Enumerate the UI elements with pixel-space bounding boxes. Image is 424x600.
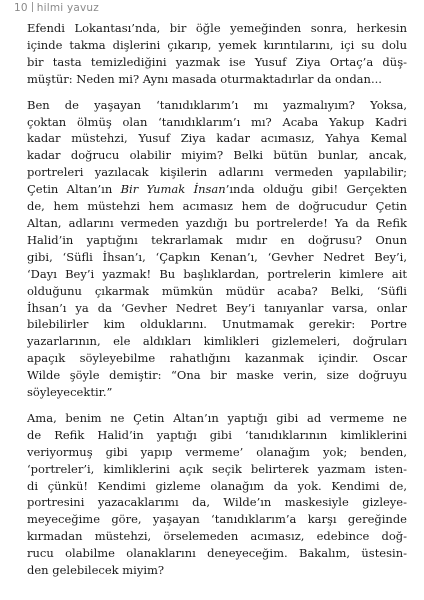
text-line: kırmadan müstehzi, örselemeden acımasız, edebince doğ- [27, 529, 407, 544]
running-header [14, 2, 99, 14]
text-line: apaçık söyleyebilme rahatlığını kazanmak içindir. Oscar [27, 351, 407, 366]
text-line: İhsan’ı ya da ‘Gevher Nedret Bey’i tanıyanlar varsa, onlar [27, 300, 407, 315]
text-line: Ama, benim ne Çetin Altan’ın yaptığı gibi ad vermeme ne [27, 410, 407, 425]
text-line: kadar doğrucu olabilir miyim? Belki bütün bunlar, ancak, [27, 148, 407, 163]
text-line: rucu olabilme olanaklarını deneyeceğim. Bakalım, üstesin- [27, 546, 407, 561]
page-number: 10 [14, 2, 28, 14]
text-line: Ben de yaşayan ‘tanıdıklarım’ı mı yazmalıyım? Yoksa, [27, 97, 407, 112]
text-line: ‘portreler’i, kimliklerini açık seçik belirterek yazmam isten- [27, 461, 407, 476]
paragraph-2 [27, 97, 407, 401]
text-line: meyeceğime göre, yaşayan ‘tanıdıklarım’a karşı gereğinde [27, 512, 407, 527]
book-title: Bir Yumak İnsan [120, 182, 226, 197]
text-line: de Refik Halid’in yaptığı gibi ‘tanıdıklarının kimliklerini [27, 427, 407, 442]
text-line: Altan, adlarını vermeden yazdığı bu portrelerde! Ya da Refik [27, 215, 407, 230]
text-line: di çünkü! Kendimi gizleme olanağım da yok. Kendimi de, [27, 478, 407, 493]
text-line: içinde takma dişlerini çıkarıp, yemek kırıntılarını, içi su dolu [27, 37, 407, 52]
header-divider [32, 2, 33, 12]
text-line: müştür: Neden mi? Aynı masada oturmaktadırlar da ondan... [27, 71, 382, 86]
text-line: ‘Dayı Bey’i yazmak! Bu başlıklardan, portrelerin kimlere ait [27, 266, 407, 281]
text-line: Çetin Altan’ın Bir Yumak İnsan’ında olduğu gibi! Gerçekten [27, 182, 408, 197]
text-line: Wilde şöyle demiştir: “Ona bir maske verin, size doğruyu [27, 368, 407, 383]
paragraph-1 [27, 20, 407, 88]
text-line: bilebilirler kim olduklarını. Unutmamak gerekir: Portre [27, 317, 407, 332]
text-line: portreleri yazılacak kişilerin adlarını vermeden yapılabilir; [27, 165, 407, 180]
text-line: Halid’in yaptığını tekrarlamak mıdır en doğrusu? Onun [27, 232, 407, 247]
text-line: portresini yazacaklarımı da, Wilde’ın maskesiyle gizleye- [27, 495, 407, 510]
text-line: Efendi Lokantası’nda, bir öğle yemeğinden sonra, herkesin [27, 21, 407, 35]
text-line: den gelebilecek miyim? [27, 563, 165, 578]
text-line: kadar müstehzi, Yusuf Ziya kadar acımasız, Yahya Kemal [27, 131, 407, 146]
paragraph-3 [27, 410, 407, 579]
text-line: gibi, ‘Süfli İhsan’ı, ‘Çapkın Kenan’ı, ‘Gevher Nedret Bey’i, [27, 249, 407, 264]
text-line: de, hem müstehzi hem acımasız hem de doğrucudur Çetin [27, 199, 407, 214]
text-line: çoktan ölmüş olan ‘tanıdıklarım’ı mı? Acaba Yakup Kadri [27, 114, 407, 129]
text-line: yazarlarının, ele aldıkları kimlikleri gizlemeleri, doğruları [27, 334, 407, 349]
text-line: olduğunu çıkarmak mümkün müdür acaba? Belki, ‘Süfli [27, 283, 407, 298]
author-name: hilmi yavuz [36, 2, 99, 14]
text-line: veriyormuş gibi yapıp vermeme’ olanağım yok; benden, [27, 444, 407, 459]
page-body [27, 20, 407, 588]
text-line: söyleyecektir.” [27, 385, 113, 400]
text-line: bir tasta temizlediğini yazmak ise Yusuf Ziya Ortaç’a düş- [27, 54, 407, 69]
